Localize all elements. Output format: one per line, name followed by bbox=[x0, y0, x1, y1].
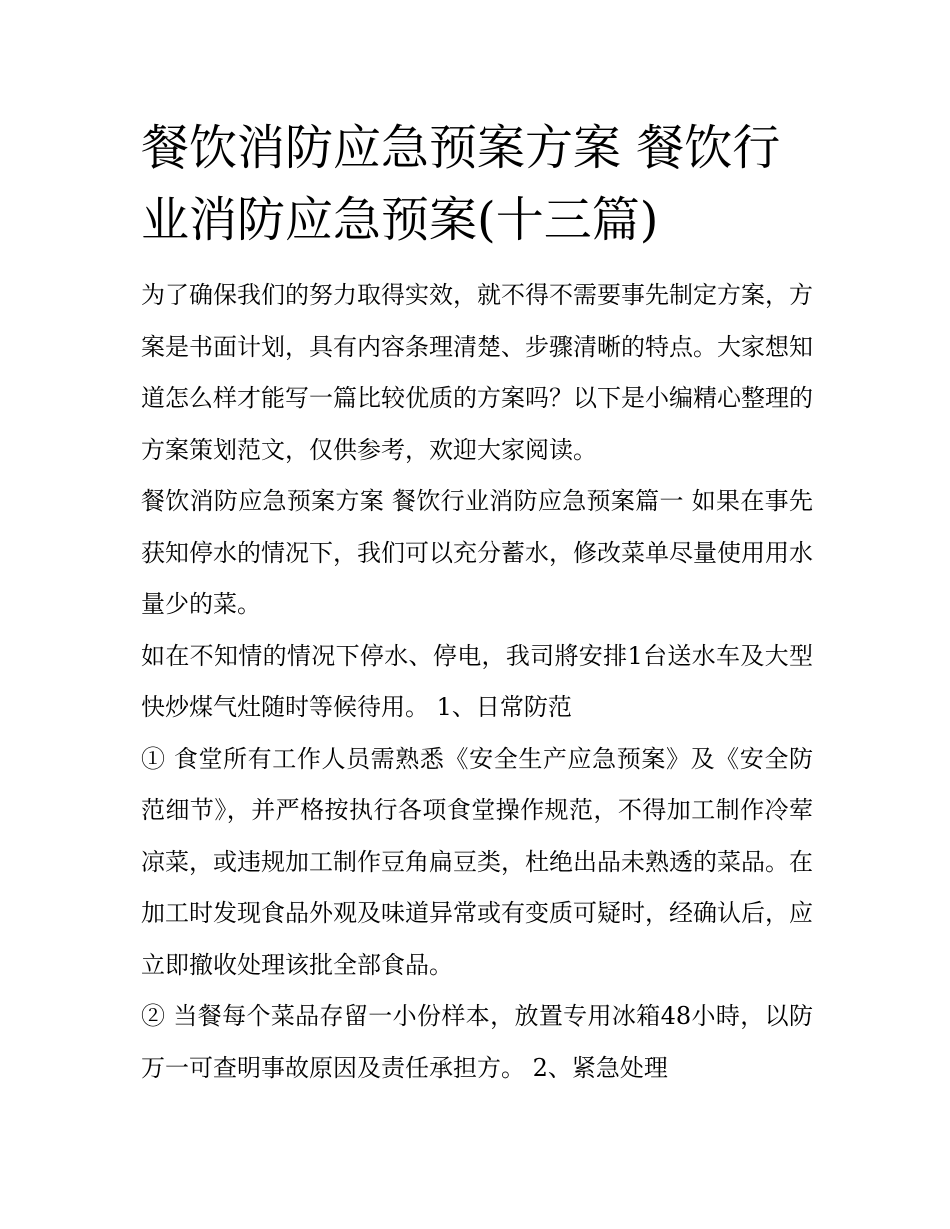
document-title: 餐饮消防应急预案方案 餐饮行业消防应急预案(十三篇) bbox=[141, 120, 781, 248]
paragraph-daily-prevention-1: ① 食堂所有工作人员需熟悉《安全生产应急预案》及《安全防范细节》，并严格按执行各项食堂操作规范，不得加工制作冷荤凉菜，或违规加工制作豆角扁豆类，杜绝出品未熟透的菜品。在加工时发现食品外观及味道异常或有变质可疑时，经确认后，应立即撤收处理该批全部食品。 bbox=[141, 744, 813, 979]
paragraph-section-one: 餐饮消防应急预案方案 餐饮行业消防应急预案篇一 如果在事先获知停水的情况下，我们可以充分蓄水，修改菜单尽量使用用水量少的菜。 bbox=[141, 487, 813, 618]
document-body bbox=[141, 112, 813, 1094]
paragraph-daily-prevention-2: ② 当餐每个菜品存留一小份样本，放置专用冰箱48小時，以防万一可查明事故原因及责任承担方。 2、紧急处理 bbox=[141, 1002, 813, 1082]
paragraph-intro: 为了确保我们的努力取得实效，就不得不需要事先制定方案，方案是书面计划，具有内容条理清楚、步骤清晰的特点。大家想知道怎么样才能写一篇比较优质的方案吗？以下是小编精心整理的方案策划范文，仅供参考，欢迎大家阅读。 bbox=[141, 281, 813, 464]
paragraph-power-outage: 如在不知情的情况下停水、停电，我司將安排1台送水车及大型快炒煤气灶随时等候待用。 1、日常防范 bbox=[141, 641, 813, 721]
